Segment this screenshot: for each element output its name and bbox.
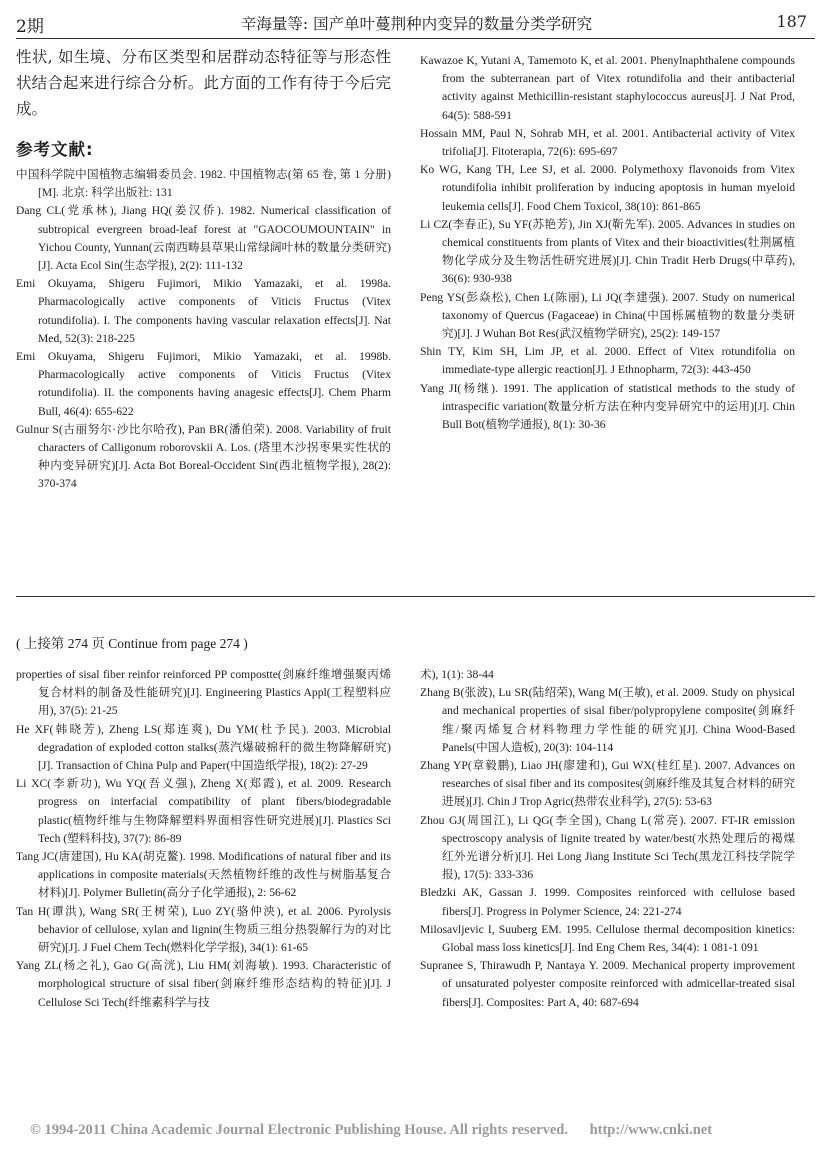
reference-item: Tan H(谭洪), Wang SR(王树荣), Luo ZY(骆仲泱), et al. 2006. Pyrolysis behavior of cellulose, xylan and lignin(生物质三组分热裂解行为的对比研究)[J]. J Fuel Chem Tech(燃料化学学报), 34(1): 61-65 (16, 904, 391, 955)
reference-item: 中国科学院中国植物志编辑委员会. 1982. 中国植物志(第 65 卷, 第 1 分册)[M]. 北京: 科学出版社: 131 (16, 168, 391, 200)
reference-item: 术), 1(1): 38-44 (420, 668, 494, 681)
reference-item: Emi Okuyama, Shigeru Fujimori, Mikio Yamazaki, et al. 1998a. Pharmacologically active components of Viticis Fructus (Vitex rotundifolia). I. The components having vascular relaxation effects[J]. Nat Med, 52(3): 218-225 (16, 277, 391, 345)
reference-item: Dang CL(党承林), Jiang HQ(姜汉侨). 1982. Numerical classification of subtropical evergreen broad-leaf forest at "GAOCOUMOUNTAIN" in Yichou County, Yunnan(云南西畴县草果山常绿阔叶林的数量分类研究)[J]. Acta Ecol Sin(生态学报), 2(2): 111-132 (16, 204, 391, 273)
reference-item: Zhang B(张波), Lu SR(陆绍荣), Wang M(王敏), et al. 2009. Study on physical and mechanical properties of sisal fiber/polypropylene composite(剑麻纤维/聚丙烯复合材料物理力学性能的研究)[J]. China Wood-Based Panels(中国人造板), 20(3): 104-114 (420, 686, 795, 754)
top-left-column (16, 44, 391, 494)
references-heading: 参考文献: (16, 140, 94, 159)
page-footer (30, 1122, 833, 1139)
reference-item: Li CZ(李春正), Su YF(苏艳芳), Jin XJ(靳先军). 2005. Advances in studies on chemical constituents from plants of Vitex and their bioactivities(牡荆属植物化学成分及生物活性研究进展)[J]. Chin Tradit Herb Drugs(中草药), 36(6): 930-938 (420, 217, 795, 286)
issue-number: 2期 (16, 17, 44, 37)
reference-item: properties of sisal fiber reinfor reinforced PP compostte(剑麻纤维增强聚丙烯复合材料的制备及性能研究)[J]. Engineering Plastics Appl(工程塑料应用), 37(5): 21-25 (16, 668, 391, 718)
bottom-right-column (420, 666, 795, 1012)
reference-item: Yang ZL(杨之礼), Gao G(高洸), Liu HM(刘海敏). 1993. Characteristic of morphological structure of sisal fiber(剑麻纤维形态结构的特征)[J]. J Cellulose Sci Tech(纤维素科学与技 (16, 959, 391, 1009)
section-divider (16, 596, 815, 597)
running-title: 辛海量等: 国产单叶蔓荆种内变异的数量分类学研究 (240, 15, 593, 33)
bottom-left-column (16, 666, 391, 1012)
reference-item: Zhou GJ(周国江), Li QG(李全国), Chang L(常亮). 2007. FT-IR emission spectroscopy analysis of lignite treated by water/best(水热处理后的褐煤红外光谱分析)[J]. Hei Long Jiang Institute Sci Tech(黑龙江科技学院学报), 17(5): 333-336 (420, 813, 795, 882)
reference-item: Ko WG, Kang TH, Lee SJ, et al. 2000. Polymethoxy flavonoids from Vitex rotundifolia inhibit proliferation by inducing apoptosis in human myeloid leukemia cells[J]. Food Chem Toxicol, 38(10): 861-865 (420, 163, 795, 213)
reference-item: Kawazoe K, Yutani A, Tamemoto K, et al. 2001. Phenylnaphthalene compounds from the subterranean part of Vitex rotundifolia and their antibacterial activity against Methicillin-resistant staphylococcus aureus[J]. J Nat Prod, 64(5): 588-591 (420, 54, 795, 122)
reference-item: Hossain MM, Paul N, Sohrab MH, et al. 2001. Antibacterial activity of Vitex trifolia[J]. Fitoterapia, 72(6): 695-697 (420, 126, 795, 159)
footer-url: http://www.cnki.net (589, 1122, 713, 1138)
reference-item: Li XC(李新功), Wu YQ(吾义强), Zheng X(郑霞), et al. 2009. Research progress on interfacial compatibility of plant fibers/biodegradable plastic(植物纤维与生物降解塑料界面相容性研究进展)[J]. Plastics Sci Tech (塑料科技), 37(7): 86-89 (16, 777, 391, 845)
copyright-notice: © 1994-2011 China Academic Journal Electronic Publishing House. All rights reserved. (30, 1122, 568, 1138)
reference-item: Gulnur S(古丽努尔·沙比尔哈孜), Pan BR(潘伯荣). 2008. Variability of fruit characters of Calligonum roborovskii A. Los. (塔里木沙拐枣果实性状的种内变异研究)[J]. Acta Bot Boreal-Occident Sin(西北植物学报), 28(2): 370-374 (16, 422, 391, 491)
reference-item: Milosavljevic I, Suuberg EM. 1995. Cellulose thermal decomposition kinetics: Global mass loss kinetics[J]. Ind Eng Chem Res, 34(4): 1 081-1 091 (420, 922, 795, 955)
continue-note: ( 上接第 274 页 Continue from page 274 ) (16, 636, 248, 651)
reference-item: Supranee S, Thirawudh P, Nantaya Y. 2009. Mechanical property improvement of unsaturated polyester composite reinforced with admicellar-treated sisal fibers[J]. Composites: Part A, 40: 687-694 (420, 959, 795, 1009)
reference-item: He XF(韩晓芳), Zheng LS(郑连爽), Du YM(杜予民). 2003. Microbial degradation of exploded cotton stalks(蒸汽爆破棉秆的微生物降解研究)[J]. Transaction of China Pulp and Paper(中国造纸学报), 18(2): 27-29 (16, 722, 391, 773)
reference-item: Yang JI(杨继). 1991. The application of statistical methods to the study of intraspecific variation(数量分析方法在种内变异研究中的运用)[J]. Chin Bull Bot(植物学通报), 8(1): 30-36 (420, 381, 795, 432)
reference-item: Shin TY, Kim SH, Lim JP, et al. 2000. Effect of Vitex rotundifolia on immediate-type allergic reaction[J]. J Ethnopharm, 72(3): 443-450 (420, 345, 795, 377)
reference-item: Peng YS(彭焱松), Chen L(陈丽), Li JQ(李建强). 2007. Study on numerical taxonomy of Quercus (Fagaceae) in China(中国栎属植物的数量分类研究)[J]. J Wuhan Bot Res(武汉植物学研究), 25(2): 149-157 (420, 290, 795, 341)
top-right-column (420, 52, 795, 434)
reference-item: Tang JC(唐建国), Hu KA(胡克鳌). 1998. Modifications of natural fiber and its applications in composite materials(天然植物纤维的改性与树脂基复合材料)[J]. Polymer Bulletin(高分子化学通报), 2: 56-62 (16, 850, 391, 900)
reference-item: Bledzki AK, Gassan J. 1999. Composites reinforced with cellulose based fibers[J]. Progress in Polymer Science, 24: 221-274 (420, 886, 795, 918)
header-rule (16, 38, 815, 39)
body-paragraph: 性状, 如生境、分布区类型和居群动态特征等与形态性状结合起来进行综合分析。此方面的工作有待于今后完成。 (16, 48, 391, 118)
reference-item: Emi Okuyama, Shigeru Fujimori, Mikio Yamazaki, et al. 1998b. Pharmacologically active components of Viticis Fructus (Vitex rotundifolia). II. the components having anagesic effects[J]. Chem Pharm Bull, 46(4): 655-622 (16, 350, 391, 418)
page-header (16, 6, 817, 36)
page-number: 187 (776, 12, 807, 31)
reference-item: Zhang YP(章毅鹏), Liao JH(廖建和), Gui WX(桂红星). 2007. Advances on researches of sisal fiber and its composites(剑麻纤维及其复合材料的研究进展)[J]. Chin J Trop Agric(热带农业科学), 27(5): 53-63 (420, 759, 795, 809)
